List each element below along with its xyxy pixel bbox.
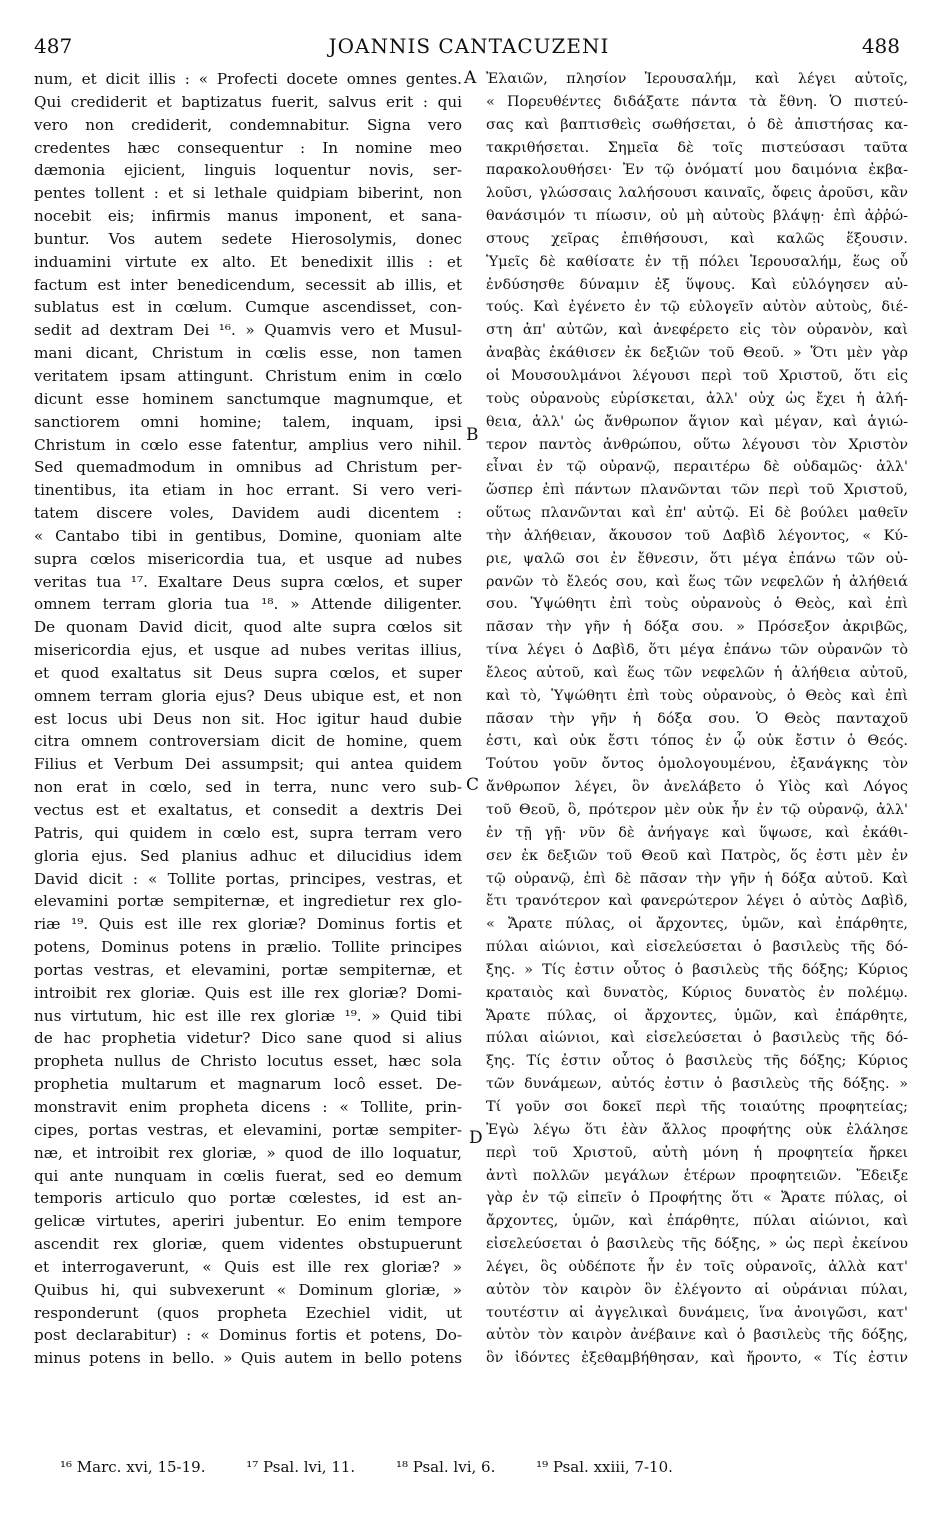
text-line: τουτέστιν αἱ ἀγγελικαὶ δυνάμεις, ἵνα ἀνοιγῶσι, κατ' bbox=[486, 1304, 908, 1321]
text-line: πύλαι αἰώνιοι, καὶ εἰσελεύσεται ὁ βασιλεὺς τῆς δό- bbox=[486, 1030, 908, 1047]
section-marker-b: B bbox=[466, 425, 479, 445]
text-line: ὥσπερ ἐπὶ πάντων πλανῶνται τῶν περὶ τοῦ Χριστοῦ, bbox=[486, 482, 908, 499]
text-line: αὐτὸν τὸν καιρὸν ὃν ἐλέγοντο αἱ οὐράνιαι πύλαι, bbox=[486, 1281, 908, 1298]
text-line: monstravit enim propheta dicens : « Tollite, prin- bbox=[34, 1097, 462, 1116]
footnote: ¹⁹ Psal. xxiii, 7-10. bbox=[536, 1458, 673, 1476]
text-line: ἔτι τρανότερον καὶ φανερώτερον λέγει ὁ αὐτὸς Δαβὶδ, bbox=[486, 893, 908, 910]
text-line: ἀντὶ πολλῶν μεγάλων ἑτέρων προφητειῶν. Ἔδειξε bbox=[486, 1167, 908, 1184]
text-line: κραταιὸς καὶ δυνατὸς, Κύριος δυνατὸς ἐν πολέμῳ. bbox=[486, 984, 908, 1001]
text-line: στους χεῖρας ἐπιθήσουσι, καὶ καλῶς ἕξουσιν. bbox=[486, 230, 908, 247]
text-line: ἐνδύσησθε δύναμιν ἐξ ὕψους. Καὶ εὐλόγησεν αὐ- bbox=[486, 276, 908, 293]
text-line: ξης. » Τίς ἐστιν οὗτος ὁ βασιλεὺς τῆς δόξης; Κύριος bbox=[486, 961, 908, 978]
text-line: « Cantabo tibi in gentibus, Domine, quoniam alte bbox=[34, 526, 462, 545]
text-line: τοῦ Θεοῦ, ὃ, πρότερον μὲν οὐκ ἦν ἐν τῷ οὐρανῷ, ἀλλ' bbox=[486, 802, 908, 818]
text-line: « Πορευθέντες διδάξατε πάντα τὰ ἔθνη. Ὁ πιστεύ- bbox=[486, 93, 908, 110]
page-number-left: 487 bbox=[34, 34, 73, 58]
text-line: πᾶσαν τὴν γῆν ἡ δόξα σου. » Πρόσεξον ἀκριβῶς, bbox=[486, 619, 908, 636]
text-line: veritas tua ¹⁷. Exaltare Deus supra cœlos, et super bbox=[34, 572, 462, 591]
text-line: factum est inter benedicendum, secessit ab illis, et bbox=[34, 275, 462, 294]
text-line: supra cœlos misericordia tua, et usque ad nubes bbox=[34, 549, 462, 568]
text-line: potens, Dominus potens in prælio. Tollite principes bbox=[34, 938, 462, 957]
text-line: σας καὶ βαπτισθεὶς σωθήσεται, ὁ δὲ ἀπιστήσας κα- bbox=[486, 116, 908, 133]
text-line: cipes, portas vestras, et elevamini, portæ sempiter- bbox=[34, 1120, 462, 1139]
text-line: riæ ¹⁹. Quis est ille rex gloriæ? Dominus fortis et bbox=[34, 915, 462, 934]
text-line: propheta nullus de Christo locutus esset, hæc sola bbox=[34, 1052, 462, 1071]
text-line: ἐστι, καὶ οὐκ ἔστι τόπος ἐν ᾧ οὐκ ἔστιν ὁ Θεός. bbox=[486, 733, 908, 750]
text-line: ἐν τῇ γῇ· νῦν δὲ ἀνήγαγε καὶ ὕψωσε, καὶ ἐκάθι- bbox=[486, 824, 908, 841]
text-line: ἔλεος αὐτοῦ, καὶ ἕως τῶν νεφελῶν ἡ ἀλήθεια αὐτοῦ, bbox=[486, 664, 908, 681]
footnotes bbox=[60, 1458, 878, 1476]
text-line: περὶ τοῦ Χριστοῦ, αὐτὴ μόνη ἡ προφητεία ἤρκει bbox=[486, 1144, 908, 1161]
text-line: sedit ad dextram Dei ¹⁶. » Quamvis vero et Musul- bbox=[34, 321, 462, 340]
text-line: ὃν ἰδόντες ἐξεθαμβήθησαν, καὶ ἤροντο, « Τίς ἐστιν bbox=[486, 1350, 908, 1367]
text-line: καὶ τὸ, Ὑψώθητι ἐπὶ τοὺς οὐρανοὺς, ὁ Θεὸς καὶ ἐπὶ bbox=[486, 687, 908, 704]
text-line: mani dicant, Christum in cœlis esse, non tamen bbox=[34, 344, 462, 363]
text-line: στη ἀπ' αὐτῶν, καὶ ἀνεφέρετο εἰς τὸν οὐρανὸν, καὶ bbox=[486, 322, 908, 339]
text-line: παρακολουθήσει· Ἐν τῷ ὀνόματί μου δαιμόνια ἐκβα- bbox=[486, 162, 908, 179]
text-line: elevamini portæ sempiternæ, et ingredietur rex glo- bbox=[34, 892, 462, 911]
text-line: ἀναβὰς ἐκάθισεν ἐκ δεξιῶν τοῦ Θεοῦ. » Ὅτι μὲν γὰρ bbox=[486, 345, 908, 362]
text-line: τερον παντὸς ἀνθρώπου, οὕτω λέγουσι τὸν Χριστὸν bbox=[486, 436, 908, 453]
text-line: omnem terram gloria ejus? Deus ubique est, et non bbox=[34, 686, 462, 705]
text-line: gelicæ virtutes, aperiri jubentur. Eo enim tempore bbox=[34, 1212, 462, 1231]
text-line: minus potens in bello. » Quis autem in bello potens bbox=[34, 1349, 462, 1368]
text-line: ascendit rex gloriæ, quem videntes obstupuerunt bbox=[34, 1235, 462, 1254]
text-line: næ, et introibit rex gloriæ, » quod de illo loquatur, bbox=[34, 1143, 462, 1162]
text-line: τούς. Καὶ ἐγένετο ἐν τῷ εὐλογεῖν αὐτὸν αὐτοὺς, διέ- bbox=[486, 299, 908, 316]
text-line: γὰρ ἐν τῷ εἰπεῖν ὁ Προφήτης ὅτι « Ἄρατε πύλας, οἱ bbox=[486, 1190, 908, 1207]
text-line: λέγει, ὃς οὐδέποτε ἦν ἐν τοῖς οὐρανοῖς, ἀλλὰ κατ' bbox=[486, 1258, 908, 1275]
text-line: Ἄρατε πύλας, οἱ ἄρχοντες, ὑμῶν, καὶ ἐπάρθητε, bbox=[486, 1007, 908, 1024]
text-line: responderunt (quos propheta Ezechiel vidit, ut bbox=[34, 1303, 462, 1322]
text-line: πύλαι αἰώνιοι, καὶ εἰσελεύσεται ὁ βασιλεὺς τῆς δό- bbox=[486, 939, 908, 956]
text-line: dicunt esse hominem sanctumque magnumque, et bbox=[34, 389, 462, 408]
text-line: induamini virtute ex alto. Et benedixit illis : et bbox=[34, 252, 462, 271]
text-line: θεια, ἀλλ' ὡς ἄνθρωπον ἅγιον καὶ μέγαν, καὶ ἁγιώ- bbox=[486, 413, 908, 430]
text-line: credentes hæc consequentur : In nomine meo bbox=[34, 138, 462, 157]
text-line: buntur. Vos autem sedete Hierosolymis, donec bbox=[34, 229, 462, 248]
footnote: ¹⁸ Psal. lvi, 6. bbox=[395, 1458, 496, 1476]
text-line: Ὑμεῖς δὲ καθίσατε ἐν τῇ πόλει Ἱερουσαλήμ, ἕως οὗ bbox=[486, 253, 908, 270]
text-line: sublatus est in cœlum. Cumque ascendisset, con- bbox=[34, 298, 462, 317]
text-line: σου. Ὑψώθητι ἐπὶ τοὺς οὐρανοὺς ὁ Θεὸς, καὶ ἐπὶ bbox=[486, 596, 908, 613]
text-line: οἱ Μουσουλμάνοι λέγουσι περὶ τοῦ Χριστοῦ, ὅτι εἰς bbox=[486, 367, 908, 384]
text-line: sanctiorem omni homine; talem, inquam, ipsi bbox=[34, 412, 462, 431]
text-line: vectus est et exaltatus, et consedit a dextris Dei bbox=[34, 801, 462, 819]
text-line: citra omnem controversiam dicit de homine, quem bbox=[34, 732, 462, 751]
text-line: omnem terram gloria tua ¹⁸. » Attende diligenter. bbox=[34, 595, 462, 614]
section-marker-a: A bbox=[464, 68, 477, 88]
text-line: Ἐλαιῶν, πλησίον Ἱερουσαλήμ, καὶ λέγει αὐτοῖς, bbox=[486, 71, 908, 87]
text-line: gloria ejus. Sed planius adhuc et dilucidius idem bbox=[34, 846, 462, 865]
text-line: ρανῶν τὸ ἔλεός σου, καὶ ἕως τῶν νεφελῶν ἡ ἀλήθειά bbox=[486, 573, 908, 590]
text-line: τῶν δυνάμεων, αὐτός ἐστιν ὁ βασιλεὺς τῆς δόξης. » bbox=[486, 1076, 908, 1093]
text-line: τοὺς οὐρανοὺς εὑρίσκεται, ἀλλ' οὐχ ὡς ἔχει ἡ ἀλή- bbox=[486, 390, 908, 407]
text-line: Christum in cœlo esse fatentur, amplius vero nihil. bbox=[34, 435, 462, 454]
greek-column bbox=[486, 68, 908, 1370]
text-line: De quonam David dicit, quod alte supra cœlos sit bbox=[34, 618, 462, 637]
text-line: Sed quemadmodum in omnibus ad Christum per- bbox=[34, 458, 462, 477]
text-line: Quibus hi, qui subvexerunt « Dominum gloriæ, » bbox=[34, 1280, 462, 1299]
text-line: εἰσελεύσεται ὁ βασιλεὺς τῆς δόξης, » ὡς περὶ ἐκείνου bbox=[486, 1236, 908, 1253]
section-marker-d: D bbox=[469, 1128, 483, 1148]
text-line: prophetia multarum et magnarum locô esset. De- bbox=[34, 1075, 462, 1094]
text-line: est locus ubi Deus non sit. Hoc igitur haud dubie bbox=[34, 709, 462, 728]
text-line: vero non crediderit, condemnabitur. Signa vero bbox=[34, 115, 462, 134]
footnote: ¹⁷ Psal. lvi, 11. bbox=[246, 1458, 356, 1476]
text-line: post declarabitur) : « Dominus fortis et potens, Do- bbox=[34, 1326, 462, 1345]
page-number-right: 488 bbox=[861, 34, 900, 58]
text-line: pentes tollent : et si lethale quidpiam biberint, non bbox=[34, 184, 462, 203]
text-line: αὐτὸν τὸν καιρὸν ἀνέβαινε καὶ ὁ βασιλεὺς τῆς δόξης, bbox=[486, 1327, 908, 1344]
text-line: introibit rex gloriæ. Quis est ille rex gloriæ? Domi- bbox=[34, 983, 462, 1002]
text-line: τακριθήσεται. Σημεῖα δὲ τοῖς πιστεύσασι ταῦτα bbox=[486, 139, 908, 156]
text-line: et quod exaltatus sit Deus supra cœlos, et super bbox=[34, 663, 462, 682]
text-line: σεν ἐκ δεξιῶν τοῦ Θεοῦ καὶ Πατρὸς, ὅς ἐστι μὲν ἐν bbox=[486, 847, 908, 864]
text-line: Patris, qui quidem in cœlo est, supra terram vero bbox=[34, 823, 462, 842]
latin-column bbox=[34, 68, 462, 1370]
text-line: tatem discere voles, Davidem audi dicentem : bbox=[34, 504, 462, 523]
text-line: dæmonia ejicient, linguis loquentur novis, ser- bbox=[34, 161, 462, 180]
text-line: de hac prophetia videtur? Dico sane quod si alius bbox=[34, 1029, 462, 1048]
text-line: Τί γοῦν σοι δοκεῖ περὶ τῆς τοιαύτης προφητείας; bbox=[486, 1098, 908, 1115]
text-line: non erat in cœlo, sed in terra, nunc vero sub- bbox=[34, 778, 462, 797]
text-line: πᾶσαν τὴν γῆν ἡ δόξα σου. Ὁ Θεὸς πανταχοῦ bbox=[486, 710, 908, 727]
text-line: ἄρχοντες, ὑμῶν, καὶ ἐπάρθητε, πύλαι αἰώνιοι, καὶ bbox=[486, 1213, 908, 1230]
footnote: ¹⁶ Marc. xvi, 15-19. bbox=[60, 1458, 206, 1476]
text-line: ριε, ψαλῶ σοι ἐν ἔθνεσιν, ὅτι μέγα ἐπάνω τῶν οὐ- bbox=[486, 550, 908, 567]
text-line: λοῦσι, γλώσσαις λαλήσουσι καιναῖς, ὄφεις ἀροῦσι, κἂν bbox=[486, 185, 908, 202]
text-line: ξης. Τίς ἐστιν οὗτος ὁ βασιλεὺς τῆς δόξης; Κύριος bbox=[486, 1053, 908, 1070]
text-line: et interrogaverunt, « Quis est ille rex gloriæ? » bbox=[34, 1257, 462, 1276]
text-line: Qui crediderit et baptizatus fuerit, salvus erit : qui bbox=[34, 92, 462, 111]
text-line: num, et dicit illis : « Profecti docete omnes gentes. bbox=[34, 70, 462, 88]
running-header bbox=[30, 34, 908, 64]
text-line: portas vestras, et elevamini, portæ sempiternæ, et bbox=[34, 960, 462, 979]
section-marker-c: C bbox=[466, 775, 480, 795]
text-line: οὕτως πλανῶνται καὶ ἐπ' αὐτῷ. Εἰ δὲ βούλει μαθεῖν bbox=[486, 505, 908, 522]
running-title: JOANNIS CANTACUZENI bbox=[328, 34, 610, 58]
text-line: qui ante nunquam in cœlis fuerat, sed eo demum bbox=[34, 1166, 462, 1185]
text-line: τῷ οὐρανῷ, ἐπὶ δὲ πᾶσαν τὴν γῆν ἡ δόξα αὐτοῦ. Καὶ bbox=[486, 870, 908, 887]
text-line: Τούτου γοῦν ὄντος ὁμολογουμένου, ἐξανάγκης τὸν bbox=[486, 756, 908, 773]
text-line: nus virtutum, hic est ille rex gloriæ ¹⁹. » Quid tibi bbox=[34, 1006, 462, 1025]
text-line: Ἐγὼ λέγω ὅτι ἐὰν ἄλλος προφήτης οὐκ ἐλάλησε bbox=[486, 1121, 908, 1138]
text-line: εἶναι ἐν τῷ οὐρανῷ, περαιτέρω δὲ οὐδαμῶς· ἀλλ' bbox=[486, 459, 908, 476]
text-line: ἄνθρωπον λέγει, ὃν ἀνελάβετο ὁ Υἱὸς καὶ Λόγος bbox=[486, 779, 908, 796]
text-line: Filius et Verbum Dei assumpsit; qui antea quidem bbox=[34, 755, 462, 774]
text-line: « Ἄρατε πύλας, οἱ ἄρχοντες, ὑμῶν, καὶ ἐπάρθητε, bbox=[486, 916, 908, 933]
text-line: θανάσιμόν τι πίωσιν, οὐ μὴ αὐτοὺς βλάψῃ· ἐπὶ ἀῤῥώ- bbox=[486, 208, 908, 225]
text-line: τίνα λέγει ὁ Δαβὶδ, ὅτι μέγα ἐπάνω τῶν οὐρανῶν τὸ bbox=[486, 642, 908, 659]
text-line: nocebit eis; infirmis manus imponent, et sana- bbox=[34, 207, 462, 226]
text-line: τὴν ἀλήθειαν, ἄκουσον τοῦ Δαβὶδ λέγοντος, « Κύ- bbox=[486, 527, 908, 544]
text-line: misericordia ejus, et usque ad nubes veritas illius, bbox=[34, 641, 462, 660]
text-line: veritatem ipsam attingunt. Christum enim in cœlo bbox=[34, 366, 462, 385]
text-line: temporis articulo quo portæ cœlestes, id est an- bbox=[34, 1189, 462, 1208]
text-line: David dicit : « Tollite portas, principes, vestras, et bbox=[34, 869, 462, 888]
text-line: tinentibus, ita etiam in hoc errant. Si vero veri- bbox=[34, 481, 462, 500]
